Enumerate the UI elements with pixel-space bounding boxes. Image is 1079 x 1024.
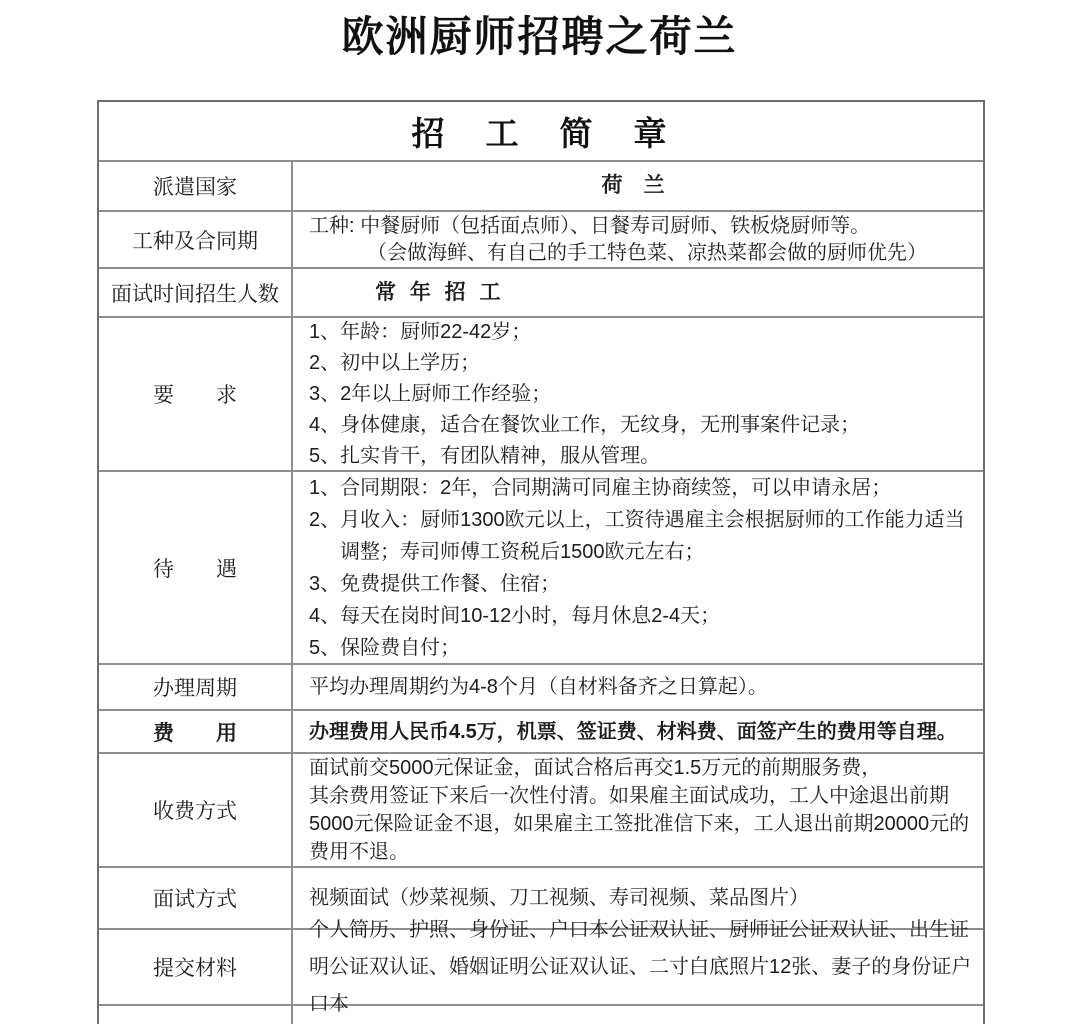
row-benefits bbox=[99, 472, 983, 665]
row-processing-period bbox=[99, 665, 983, 711]
table-header-title: 招 工 简 章 bbox=[411, 114, 671, 152]
empty-content-cell bbox=[293, 1006, 983, 1024]
label-fees: 费 用 bbox=[99, 711, 293, 752]
row-interview-time bbox=[99, 269, 983, 318]
row-empty bbox=[99, 1006, 983, 1024]
value-interview-time: 常 年 招 工 bbox=[375, 280, 505, 304]
job-type-line2: （会做海鲜、有自己的手工特色菜、凉热菜都会做的厨师优先） bbox=[367, 241, 927, 264]
requirement-item: 3、2年以上厨师工作经验； bbox=[309, 382, 552, 405]
value-fees: 办理费用人民币4.5万，机票、签证费、材料费、面签产生的费用等自理。 bbox=[309, 720, 957, 743]
label-interview-time: 面试时间招生人数 bbox=[99, 269, 293, 316]
value-materials: 个人简历、护照、身份证、户口本公证双认证、厨师证公证双认证、出生证明公证双认证、婚姻证明公证双认证、二寸白底照片12张、妻子的身份证户口本 bbox=[309, 918, 972, 1015]
label-payment-method: 收费方式 bbox=[99, 754, 293, 866]
row-fees bbox=[99, 711, 983, 754]
benefit-item: 4、每天在岗时间10-12小时，每月休息2-4天； bbox=[309, 604, 721, 627]
table-header-row bbox=[99, 102, 983, 162]
label-processing-period: 办理周期 bbox=[99, 665, 293, 709]
row-requirements bbox=[99, 318, 983, 472]
benefit-item: 1、合同期限：2年，合同期满可同雇主协商续签，可以申请永居； bbox=[309, 476, 892, 499]
payment-method-line1: 面试前交5000元保证金，面试合格后再交1.5万元的前期服务费， bbox=[309, 757, 882, 779]
row-materials bbox=[99, 918, 983, 1015]
requirement-item: 4、身体健康，适合在餐饮业工作，无纹身，无刑事案件记录； bbox=[309, 413, 861, 436]
job-type-line1: 工种: 中餐厨师（包括面点师）、日餐寿司厨师、铁板烧厨师等。 bbox=[309, 214, 871, 237]
label-benefits: 待 遇 bbox=[99, 472, 293, 663]
row-job-type bbox=[99, 212, 983, 269]
requirement-item: 5、扎实肯干，有团队精神，服从管理。 bbox=[309, 444, 661, 467]
label-dispatch-country: 派遣国家 bbox=[99, 162, 293, 210]
benefit-item: 5、保险费自付； bbox=[309, 636, 461, 659]
payment-method-line2: 其余费用签证下来后一次性付清。如果雇主面试成功，工人中途退出前期5000元保险证金不退，如果雇主工签批准信下来，工人退出前期20000元的费用不退。 bbox=[309, 785, 970, 863]
row-payment-method bbox=[99, 754, 983, 868]
empty-label-cell bbox=[99, 1006, 293, 1024]
label-job-type: 工种及合同期 bbox=[99, 212, 293, 267]
benefit-item: 3、免费提供工作餐、住宿； bbox=[309, 572, 561, 595]
requirement-item: 2、初中以上学历； bbox=[309, 351, 481, 374]
label-materials: 提交材料 bbox=[99, 930, 293, 1004]
value-interview-method: 视频面试（炒菜视频、刀工视频、寿司视频、菜品图片） bbox=[309, 887, 809, 909]
recruitment-table bbox=[97, 100, 985, 1024]
benefit-item: 2、月收入：厨师1300欧元以上，工资待遇雇主会根据厨师的工作能力适当调整；寿司师傅工资税后1500欧元左右； bbox=[309, 508, 965, 563]
value-dispatch-country: 荷 兰 bbox=[601, 174, 665, 197]
page-title: 欧洲厨师招聘之荷兰 bbox=[341, 13, 738, 60]
requirement-item: 1、年龄：厨师22-42岁； bbox=[309, 320, 532, 343]
label-requirements: 要 求 bbox=[99, 318, 293, 470]
value-processing-period: 平均办理周期约为4-8个月（自材料备齐之日算起）。 bbox=[309, 676, 768, 698]
row-dispatch-country bbox=[99, 162, 983, 212]
label-interview-method: 面试方式 bbox=[99, 868, 293, 928]
